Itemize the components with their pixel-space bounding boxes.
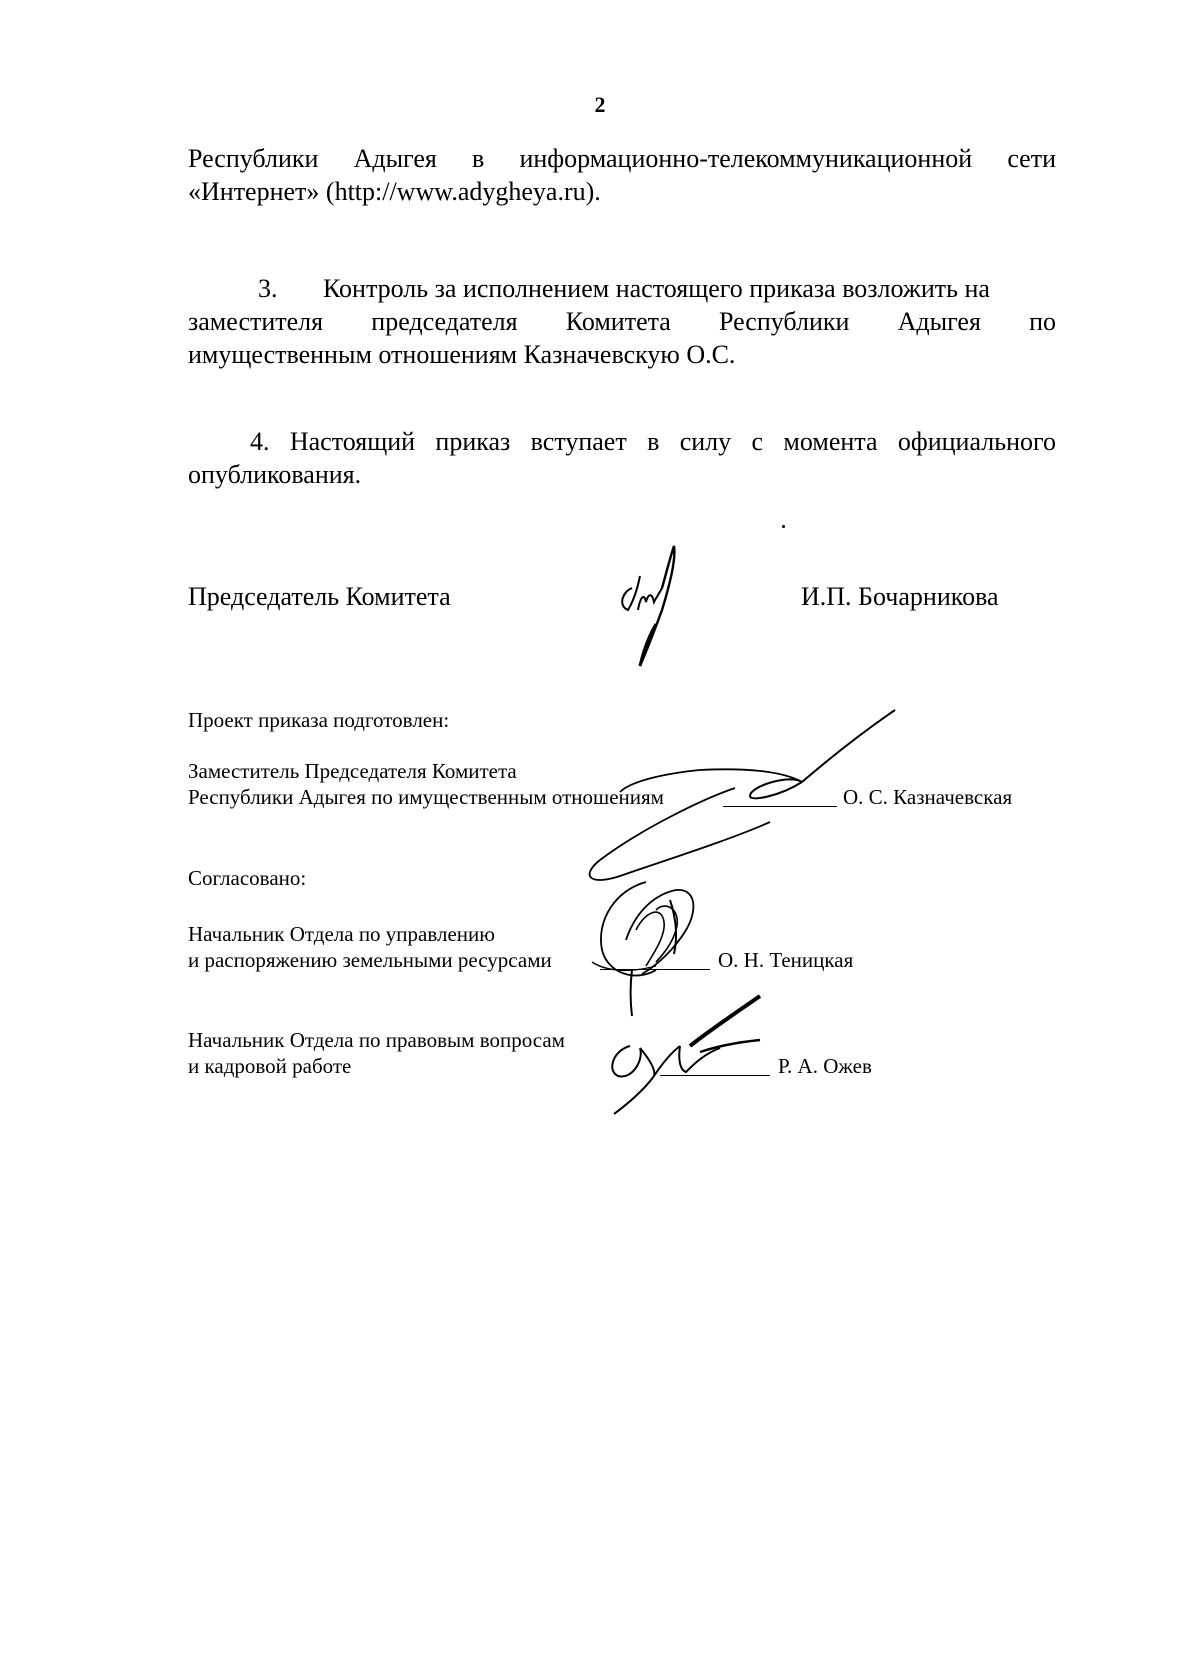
deputy-name: О. С. Казначевская [843, 785, 1013, 809]
word: председателя [371, 307, 518, 336]
paragraph-intro-line-2: «Интернет» (http://www.adygheya.ru). [188, 177, 601, 206]
agreed-label: Согласовано: [188, 866, 307, 890]
line-text: Контроль за исполнением настоящего приказа возложить на [323, 274, 990, 303]
paragraph-3-line-3: имущественным отношениям Казначевскую О.С. [188, 340, 736, 369]
word: информационно-телекоммуникационной [519, 144, 973, 173]
word: в [472, 144, 485, 173]
word: официального [897, 427, 1056, 456]
deputy-position-line-2: Республики Адыгея по имущественным отношениям [188, 785, 664, 809]
item-number: 3. [258, 274, 278, 303]
word: Республики [719, 307, 850, 336]
chairman-title: Председатель Комитета [188, 582, 451, 611]
word: заместителя [188, 307, 324, 336]
legal-dept-signature [600, 990, 780, 1120]
word: Адыгея [353, 144, 437, 173]
word: вступает [530, 427, 627, 456]
word: Республики [188, 144, 319, 173]
word: момента [783, 427, 878, 456]
paragraph-4 [188, 425, 1056, 491]
prepared-label: Проект приказа подготовлен: [188, 708, 450, 732]
stray-dot [782, 525, 785, 528]
paragraph-3-line-2 [188, 305, 1056, 338]
item-number: 4. [250, 427, 270, 456]
word: Комитета [565, 307, 671, 336]
deputy-position-line-1: Заместитель Председателя Комитета [188, 759, 517, 783]
legal-dept-name: Р. А. Ожев [778, 1054, 872, 1078]
land-dept-position-line-1: Начальник Отдела по управлению [188, 922, 495, 946]
word: сети [1007, 144, 1056, 173]
chairman-name: И.П. Бочарникова [801, 582, 999, 611]
paragraph-4-line-1 [188, 425, 1056, 458]
paragraph-intro [188, 142, 1056, 208]
page-number: 2 [594, 92, 606, 117]
word: силу [679, 427, 732, 456]
word: приказ [435, 427, 511, 456]
chairman-signature [600, 540, 710, 670]
land-dept-position-line-2: и распоряжению земельными ресурсами [188, 948, 552, 972]
paragraph-3-line-1 [188, 272, 1056, 305]
paragraph-3 [188, 272, 1056, 371]
word: в [647, 427, 660, 456]
paragraph-intro-line-1 [188, 142, 1056, 175]
legal-dept-position-line-2: и кадровой работе [188, 1054, 352, 1078]
land-dept-name: О. Н. Теницкая [718, 948, 854, 972]
word: Настоящий [289, 427, 416, 456]
paragraph-4-line-2: опубликования. [188, 460, 362, 489]
legal-dept-position-line-1: Начальник Отдела по правовым вопросам [188, 1028, 565, 1052]
word: Адыгея [897, 307, 981, 336]
deputy-signature [540, 700, 910, 890]
word: с [751, 427, 764, 456]
word: по [1029, 307, 1056, 336]
